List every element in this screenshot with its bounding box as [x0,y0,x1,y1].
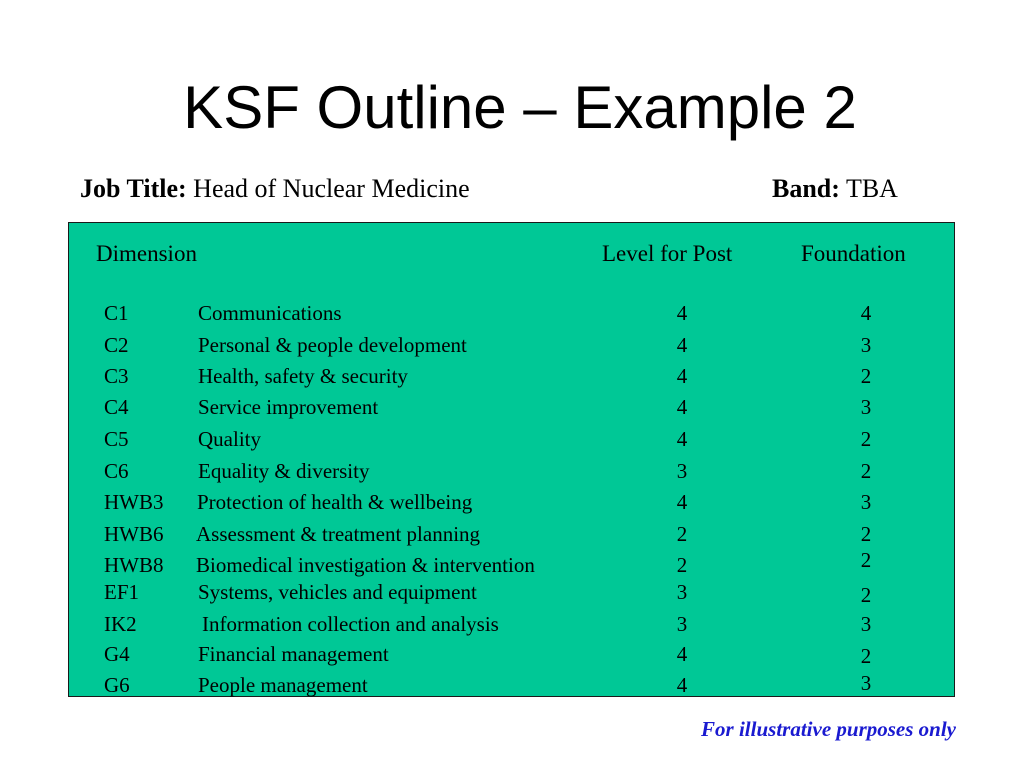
dimension-name: Biomedical investigation & intervention [196,553,535,577]
dimension-name: Systems, vehicles and equipment [198,580,477,604]
foundation-value: 2 [860,548,872,572]
slide-title: KSF Outline – Example 2 [183,74,857,141]
dimension-code: C4 [104,395,129,419]
foundation-value: 3 [860,490,872,514]
foundation-value: 2 [860,583,872,607]
dimension-name: Quality [198,427,261,451]
illustrative-note: For illustrative purposes only [701,717,956,741]
foundation-value: 2 [860,522,872,546]
dimension-code: C1 [104,301,129,325]
band-info [772,172,898,206]
dimension-code: C6 [104,459,129,483]
dimension-name: Personal & people development [198,333,467,357]
dimension-code: IK2 [104,612,137,636]
dimension-name: Equality & diversity [198,459,370,483]
dimension-name: Communications [198,301,342,325]
level-for-post-value: 4 [676,301,688,325]
foundation-value: 2 [860,364,872,388]
dimension-code: HWB3 [104,490,164,514]
dimension-name: Service improvement [198,395,379,419]
level-for-post-value: 2 [676,522,688,546]
level-for-post-value: 3 [676,459,688,483]
dimension-name: Protection of health & wellbeing [197,490,473,514]
foundation-value: 2 [860,459,872,483]
job-title-label: Job Title: [80,174,187,203]
dimension-code: HWB6 [104,522,164,546]
header-dimension: Dimension [96,241,197,266]
foundation-value: 2 [860,427,872,451]
dimension-code: HWB8 [104,553,164,577]
level-for-post-value: 4 [676,395,688,419]
level-for-post-value: 2 [676,553,688,577]
level-for-post-value: 4 [676,333,688,357]
band-label: Band: [772,174,840,203]
level-for-post-value: 3 [676,612,688,636]
job-title-value: Head of Nuclear Medicine [193,174,470,203]
dimension-name: People management [198,673,368,697]
level-for-post-value: 4 [676,642,688,666]
dimension-code: G6 [104,673,130,697]
dimension-name: Information collection and analysis [202,612,499,636]
dimension-code: C3 [104,364,129,388]
dimension-name: Health, safety & security [198,364,408,388]
dimension-code: C5 [104,427,129,451]
level-for-post-value: 4 [676,427,688,451]
dimension-code: G4 [104,642,130,666]
foundation-value: 2 [860,644,872,668]
level-for-post-value: 4 [676,490,688,514]
foundation-value: 3 [860,395,872,419]
dimension-code: EF1 [104,580,140,604]
dimension-name: Assessment & treatment planning [196,522,481,546]
foundation-value: 3 [860,671,872,695]
foundation-value: 3 [860,333,872,357]
level-for-post-value: 3 [676,580,688,604]
foundation-value: 3 [860,612,872,636]
dimension-code: C2 [104,333,129,357]
foundation-value: 4 [860,301,872,325]
job-info-line [80,172,940,206]
band-value: TBA [845,174,898,203]
level-for-post-value: 4 [676,364,688,388]
dimension-name: Financial management [198,642,389,666]
header-level-for-post: Level for Post [602,241,733,266]
header-foundation: Foundation [801,241,906,266]
level-for-post-value: 4 [676,673,688,697]
